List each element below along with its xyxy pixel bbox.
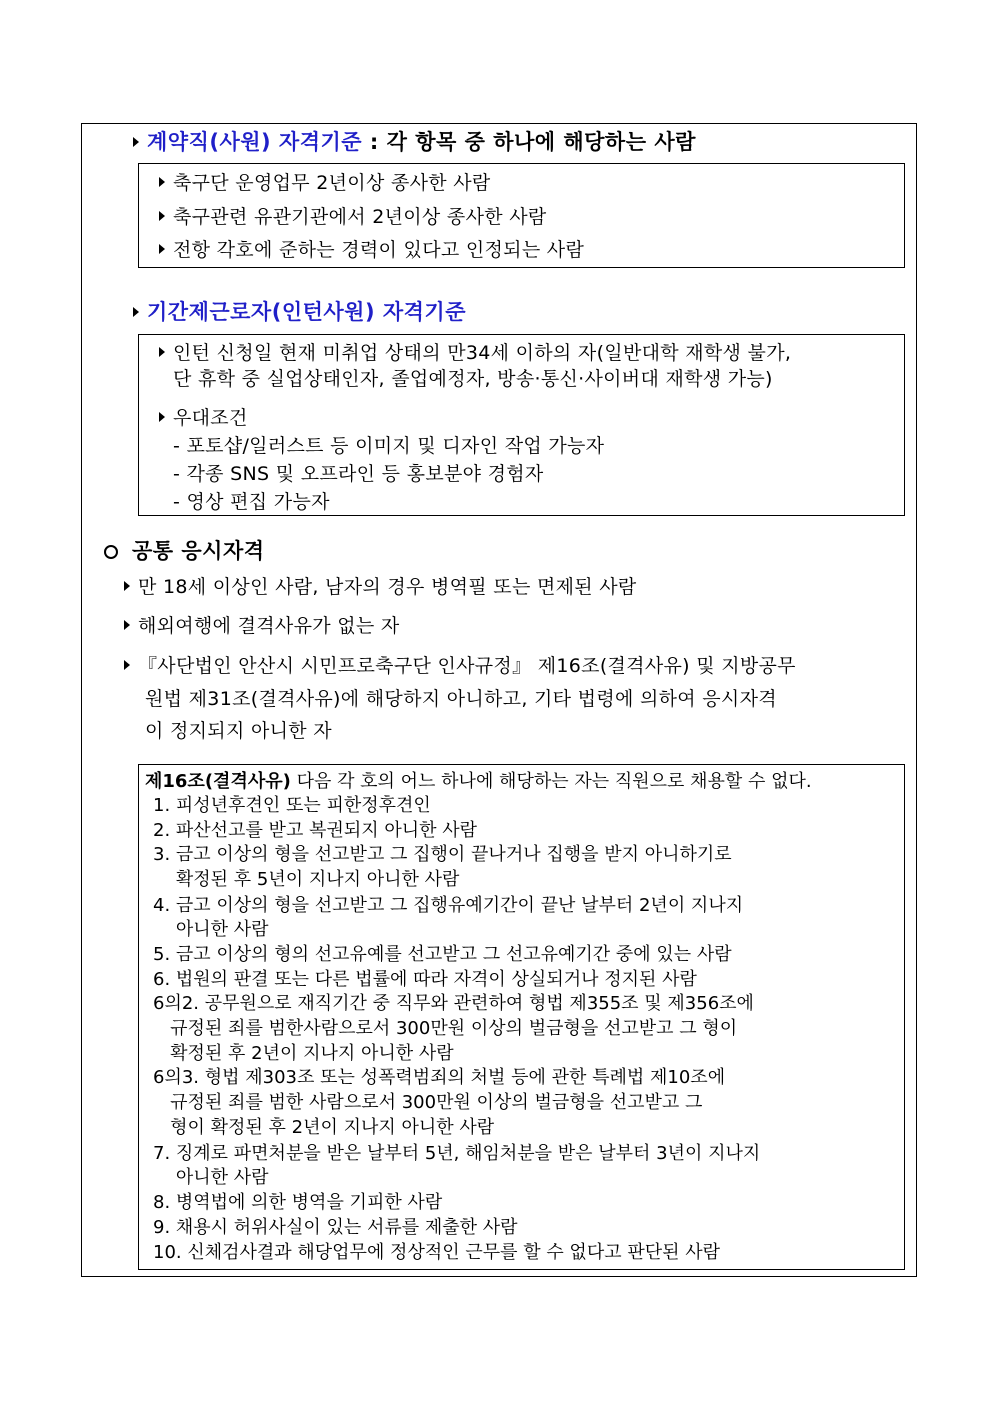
common-title: 공통 응시자격 [132, 539, 265, 563]
article-line: 확정된 후 5년이 지나지 아니한 사람 [153, 869, 460, 890]
article-line: 10. 신체검사결과 해당업무에 정상적인 근무를 할 수 없다고 판단된 사람 [153, 1242, 720, 1263]
common-heading [104, 535, 265, 565]
circle-bullet-icon [104, 545, 118, 559]
article-heading [145, 767, 812, 793]
intern-box [138, 334, 905, 516]
article-line: 6의3. 형법 제303조 또는 성폭력범죄의 처벌 등에 관한 특례법 제10조에 [153, 1067, 726, 1088]
article-line: 5. 금고 이상의 형의 선고유예를 선고받고 그 선고유예기간 중에 있는 사람 [153, 944, 732, 965]
article-line: 2. 파산선고를 받고 복권되지 아니한 사람 [153, 820, 477, 841]
contract-item: 전항 각호에 준하는 경력이 있다고 인정되는 사람 [159, 235, 584, 262]
common-item-cont: 원법 제31조(결격사유)에 해당하지 아니하고, 기타 법령에 의하여 응시자격 [145, 688, 777, 710]
article-line: 3. 금고 이상의 형을 선고받고 그 집행이 끝나거나 집행을 받지 아니하기로 [153, 844, 732, 865]
article-line: 확정된 후 2년이 지나지 아니한 사람 [153, 1043, 454, 1064]
triangle-bullet-icon [133, 137, 139, 147]
contract-item: 축구관련 유관기관에서 2년이상 종사한 사람 [159, 202, 547, 229]
triangle-bullet-icon [159, 177, 165, 187]
triangle-bullet-icon [159, 244, 165, 254]
contract-title-rest: : 각 항목 중 하나에 해당하는 사람 [362, 130, 696, 154]
article-head-bold: 제16조(결격사유) [145, 771, 291, 792]
pref-item: - 영상 편집 가능자 [173, 491, 330, 513]
pref-item: - 포토샵/일러스트 등 이미지 및 디자인 작업 가능자 [173, 435, 605, 457]
contract-title-highlight: 계약직(사원) 자격기준 [147, 130, 363, 154]
triangle-bullet-icon [124, 620, 130, 630]
contract-box [138, 163, 905, 268]
pref-title: 우대조건 [159, 403, 248, 430]
intern-item: 인턴 신청일 현재 미취업 상태의 만34세 이하의 자(일반대학 재학생 불가, [159, 338, 791, 365]
triangle-bullet-icon [124, 581, 130, 591]
pref-item: - 각종 SNS 및 오프라인 등 홍보분야 경험자 [173, 463, 544, 485]
article-line: 7. 징계로 파면처분을 받은 날부터 5년, 해임처분을 받은 날부터 3년이 지나지 [153, 1143, 761, 1164]
intern-title: 기간제근로자(인턴사원) 자격기준 [147, 300, 467, 324]
triangle-bullet-icon [159, 211, 165, 221]
article-line: 규정된 죄를 범한사람으로서 300만원 이상의 벌금형을 선고받고 그 형이 [153, 1018, 738, 1039]
article-line: 1. 피성년후견인 또는 피한정후견인 [153, 795, 431, 816]
common-item: 『사단법인 안산시 시민프로축구단 인사규정』 제16조(결격사유) 및 지방공무 [124, 651, 796, 678]
article-head-rest: 다음 각 호의 어느 하나에 해당하는 자는 직원으로 채용할 수 없다. [290, 771, 812, 792]
article-line: 4. 금고 이상의 형을 선고받고 그 집행유예기간이 끝난 날부터 2년이 지나지 [153, 895, 744, 916]
triangle-bullet-icon [159, 412, 165, 422]
triangle-bullet-icon [159, 347, 165, 357]
triangle-bullet-icon [133, 307, 139, 317]
article-line: 형이 확정된 후 2년이 지나지 아니한 사람 [153, 1117, 495, 1138]
intern-heading [133, 296, 466, 326]
contract-heading [133, 126, 696, 156]
common-item-cont: 이 정지되지 아니한 자 [145, 720, 332, 742]
common-item: 해외여행에 결격사유가 없는 자 [124, 611, 400, 638]
article-line: 6. 법원의 판결 또는 다른 법률에 따라 자격이 상실되거나 정지된 사람 [153, 969, 697, 990]
article-line: 아니한 사람 [153, 919, 269, 940]
triangle-bullet-icon [124, 660, 130, 670]
article-line: 규정된 죄를 범한 사람으로서 300만원 이상의 벌금형을 선고받고 그 [153, 1092, 703, 1113]
contract-item: 축구단 운영업무 2년이상 종사한 사람 [159, 168, 491, 195]
article-line: 9. 채용시 허위사실이 있는 서류를 제출한 사람 [153, 1217, 518, 1238]
article-line: 6의2. 공무원으로 재직기간 중 직무와 관련하여 형법 제355조 및 제356조에 [153, 993, 754, 1014]
intern-item-cont: 단 휴학 중 실업상태인자, 졸업예정자, 방송·통신·사이버대 재학생 가능) [173, 368, 773, 390]
article-box [138, 764, 905, 1270]
article-line: 아니한 사람 [153, 1167, 269, 1188]
article-line: 8. 병역법에 의한 병역을 기피한 사람 [153, 1192, 443, 1213]
common-item: 만 18세 이상인 사람, 남자의 경우 병역필 또는 면제된 사람 [124, 572, 637, 599]
